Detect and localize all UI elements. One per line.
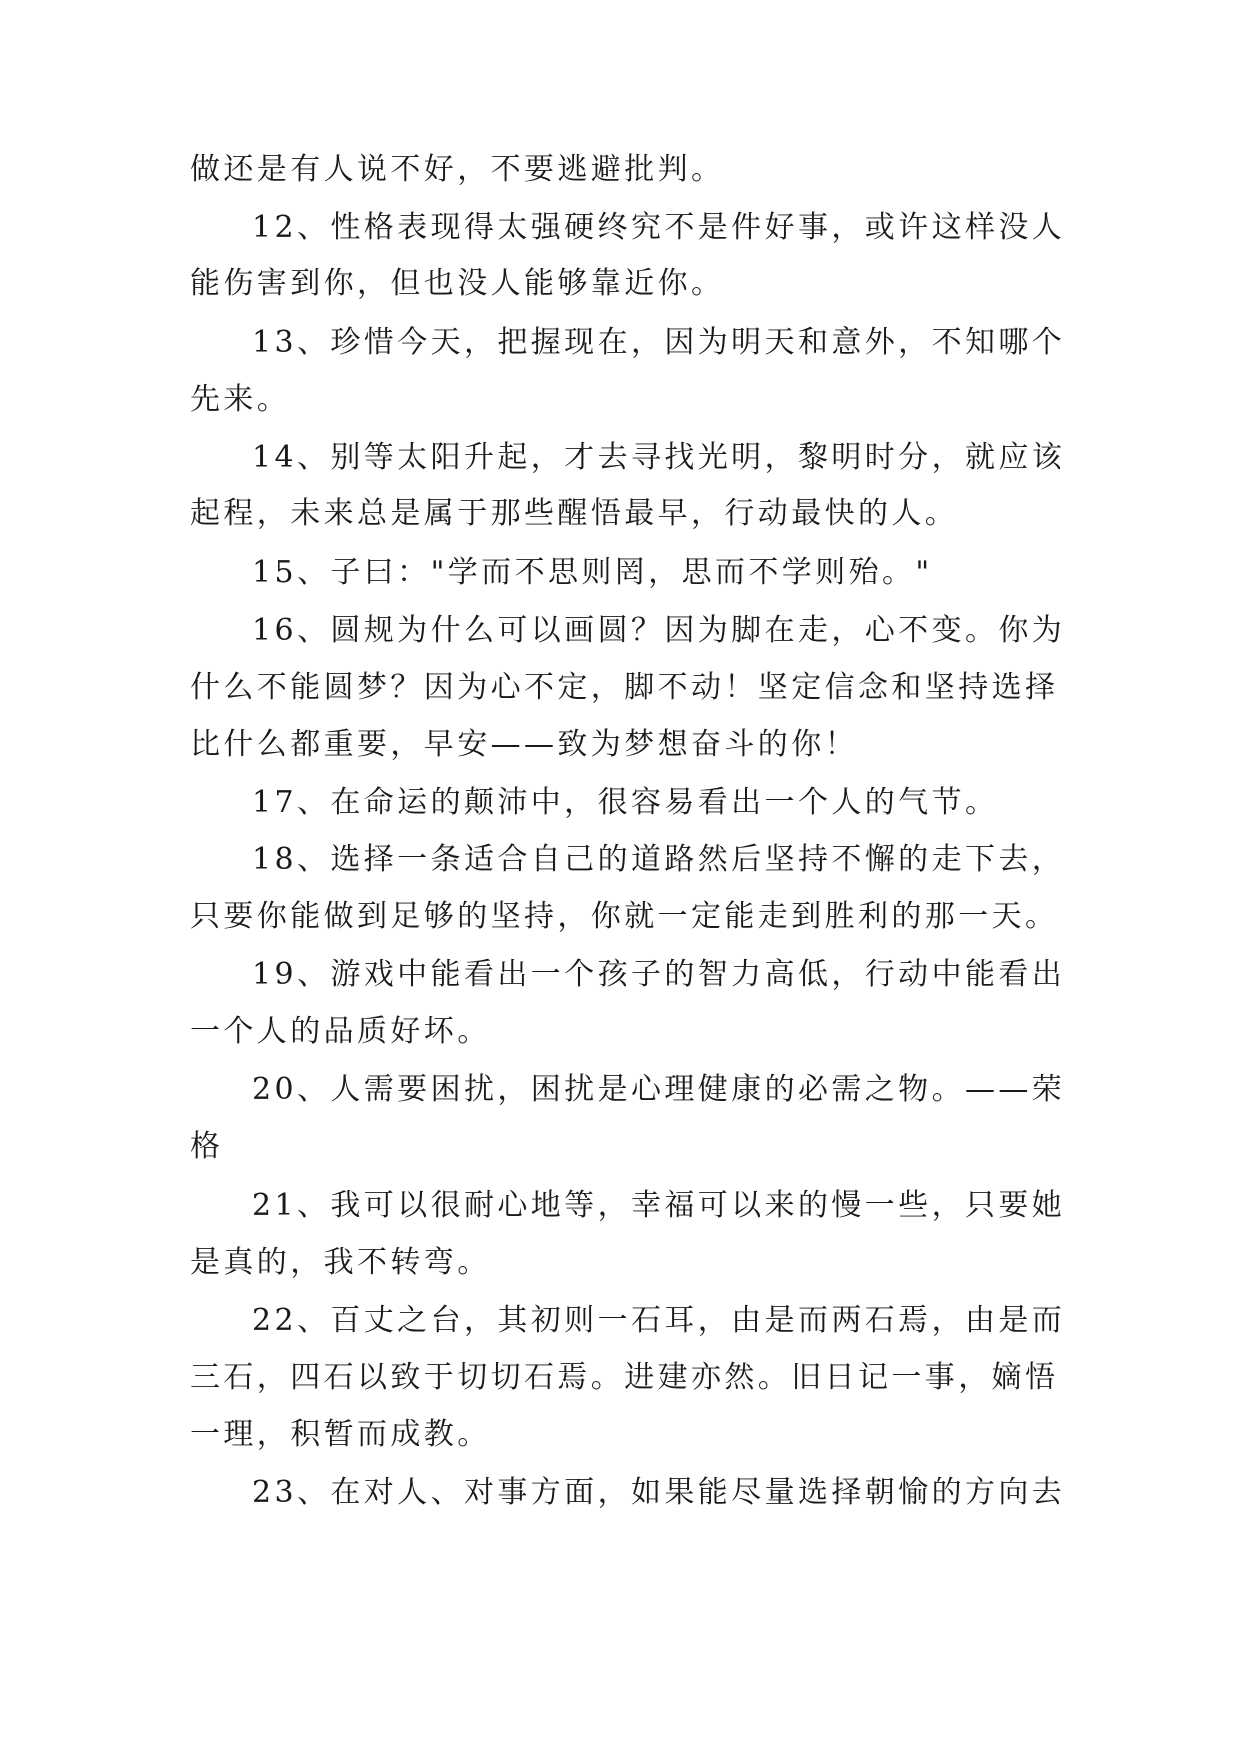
text-line: 一理，积暂而成教。 <box>190 1417 491 1452</box>
text-line: 19、游戏中能看出一个孩子的智力高低，行动中能看出 <box>252 957 1066 992</box>
text-line: 一个人的品质好坏。 <box>190 1014 491 1049</box>
text-line: 14、别等太阳升起，才去寻找光明，黎明时分，就应该 <box>252 440 1066 475</box>
text-line: 是真的，我不转弯。 <box>190 1245 491 1280</box>
text-line: 18、选择一条适合自己的道路然后坚持不懈的走下去， <box>252 842 1066 877</box>
text-line: 15、子曰："学而不思则罔，思而不学则殆。" <box>252 555 933 590</box>
text-line: 格 <box>190 1129 224 1164</box>
text-line: 能伤害到你，但也没人能够靠近你。 <box>190 266 725 301</box>
text-line: 只要你能做到足够的坚持，你就一定能走到胜利的那一天。 <box>190 899 1059 934</box>
text-line: 做还是有人说不好，不要逃避批判。 <box>190 152 725 187</box>
text-line: 三石，四石以致于切切石焉。进建亦然。旧日记一事，嫡悟 <box>190 1360 1059 1395</box>
text-line: 13、珍惜今天，把握现在，因为明天和意外，不知哪个 <box>252 325 1066 360</box>
text-line: 21、我可以很耐心地等，幸福可以来的慢一些，只要她 <box>252 1188 1066 1223</box>
text-line: 20、人需要困扰，困扰是心理健康的必需之物。——荣 <box>252 1072 1066 1107</box>
text-line: 16、圆规为什么可以画圆？因为脚在走，心不变。你为 <box>252 613 1066 648</box>
text-line: 什么不能圆梦？因为心不定，脚不动！坚定信念和坚持选择 <box>190 670 1059 705</box>
text-line: 23、在对人、对事方面，如果能尽量选择朝愉的方向去 <box>252 1475 1066 1510</box>
text-line: 起程，未来总是属于那些醒悟最早，行动最快的人。 <box>190 496 959 531</box>
text-line: 22、百丈之台，其初则一石耳，由是而两石焉，由是而 <box>252 1303 1066 1338</box>
text-line: 比什么都重要，早安——致为梦想奋斗的你！ <box>190 727 858 762</box>
text-line: 先来。 <box>190 382 291 417</box>
text-line: 17、在命运的颠沛中，很容易看出一个人的气节。 <box>252 785 999 820</box>
text-line: 12、性格表现得太强硬终究不是件好事，或许这样没人 <box>252 210 1066 245</box>
